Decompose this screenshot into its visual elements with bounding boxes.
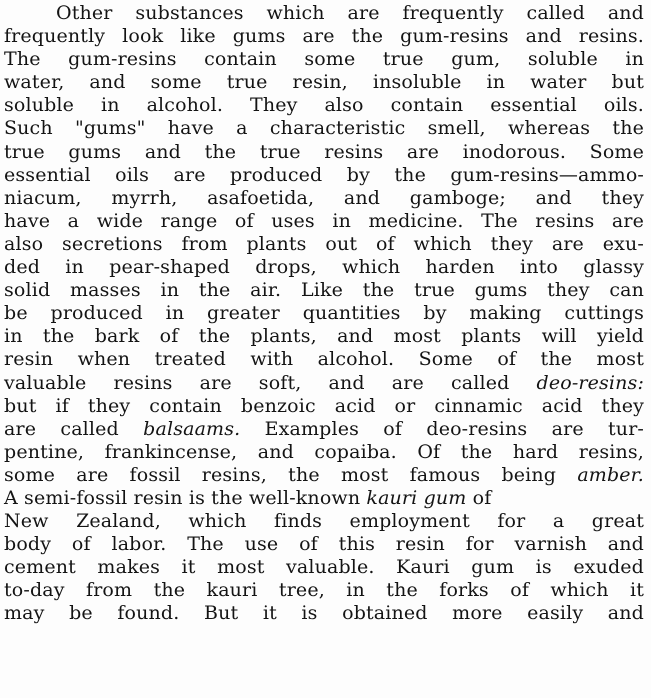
text-line — [4, 302, 644, 325]
text-line — [4, 117, 644, 140]
text-segment: to-day from the kauri tree, in the forks of which it — [4, 579, 644, 602]
text-segment: Examples of deo-resins are tur- — [240, 417, 644, 440]
text-line — [4, 372, 644, 395]
text-segment: body of labor. The use of this resin for varnish and — [4, 533, 644, 556]
text-segment: A semi-fossil resin is the well-known — [4, 486, 367, 509]
text-line — [4, 441, 644, 464]
italic-term: kauri gum — [366, 486, 467, 509]
text-segment: soluble in alcohol. They also contain essential oils. — [4, 94, 644, 117]
text-line — [4, 579, 644, 602]
italic-term: deo-resins: — [536, 371, 644, 394]
body-paragraph — [4, 2, 644, 626]
text-line — [4, 141, 644, 164]
text-segment: in the bark of the plants, and most plants will yield — [4, 325, 644, 348]
text-line — [4, 210, 644, 233]
text-segment: New Zealand, which finds employment for a great — [4, 510, 644, 533]
text-segment: Other substances which are frequently called and — [56, 2, 644, 24]
text-line — [4, 2, 644, 25]
text-segment: true gums and the true resins are inodorous. Some — [4, 140, 644, 163]
italic-term: balsaams. — [143, 417, 241, 440]
text-line — [4, 187, 644, 210]
text-segment: are called — [4, 417, 144, 440]
text-segment: cement makes it most valuable. Kauri gum is exuded — [4, 556, 644, 579]
text-segment: also secretions from plants out of which they are exu- — [4, 232, 644, 255]
text-line — [4, 25, 644, 48]
text-segment: valuable resins are soft, and are called — [4, 371, 537, 394]
text-segment: The gum-resins contain some true gum, soluble in — [4, 48, 644, 71]
text-line — [4, 71, 644, 94]
text-segment: resin when treated with alcohol. Some of the most — [4, 348, 644, 371]
text-line — [4, 487, 644, 510]
text-segment: be produced in greater quantities by making cuttings — [4, 302, 644, 325]
text-line — [4, 418, 644, 441]
text-segment: have a wide range of uses in medicine. The resins are — [4, 209, 644, 232]
text-segment: some are fossil resins, the most famous being — [4, 463, 578, 486]
text-line — [4, 395, 644, 418]
text-line — [4, 256, 644, 279]
text-segment: frequently look like gums are the gum-resins and resins. — [4, 25, 644, 48]
text-segment: niacum, myrrh, asafoetida, and gamboge; and they — [4, 186, 644, 209]
text-line — [4, 556, 644, 579]
text-line — [4, 464, 644, 487]
text-line — [4, 233, 644, 256]
text-segment: of — [466, 486, 492, 509]
text-segment: may be found. But it is obtained more easily and — [4, 602, 644, 625]
text-line — [4, 94, 644, 117]
italic-term: amber. — [577, 463, 644, 486]
text-segment: water, and some true resin, insoluble in water but — [4, 71, 644, 94]
text-line — [4, 348, 644, 371]
text-segment: solid masses in the air. Like the true gums they can — [4, 279, 644, 302]
text-segment: ded in pear-shaped drops, which harden into glassy — [4, 256, 644, 279]
text-segment: but if they contain benzoic acid or cinnamic acid they — [4, 394, 644, 417]
text-segment: Such "gums" have a characteristic smell, whereas the — [4, 117, 644, 140]
text-line — [4, 602, 644, 625]
text-segment: essential oils are produced by the gum-resins—ammo- — [4, 163, 644, 186]
text-line — [4, 325, 644, 348]
text-line — [4, 279, 644, 302]
text-line — [4, 510, 644, 533]
text-segment: pentine, frankincense, and copaiba. Of the hard resins, — [4, 440, 644, 463]
text-line — [4, 164, 644, 187]
text-line — [4, 533, 644, 556]
text-line — [4, 48, 644, 71]
